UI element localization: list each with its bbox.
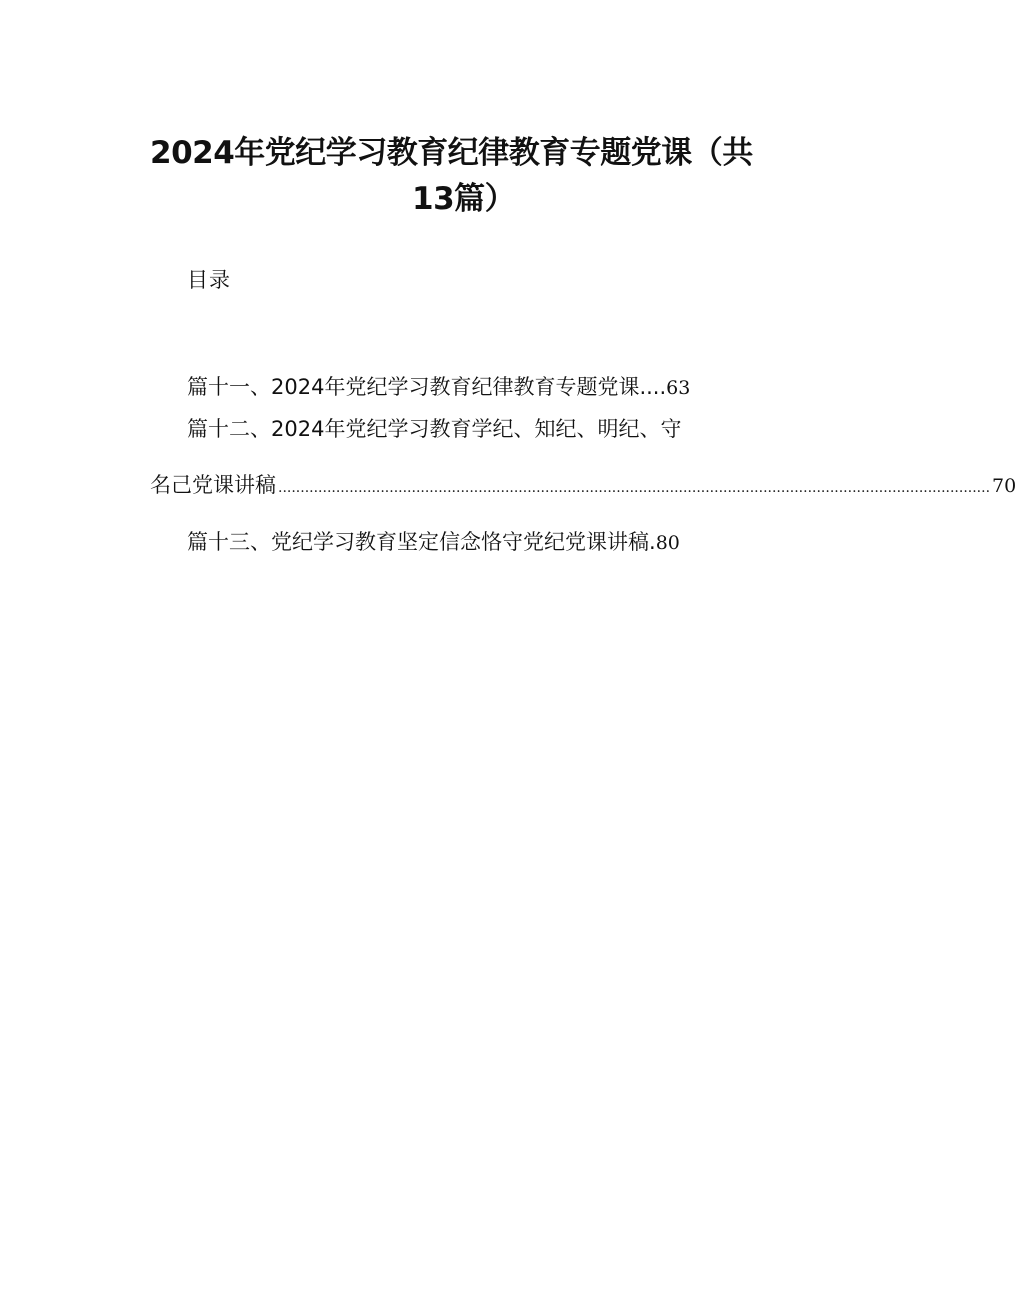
toc-heading: 目录 — [187, 268, 231, 292]
toc-entry-12-text-line2: 名己党课讲稿 — [150, 473, 276, 497]
toc-entry-13-page: 80 — [655, 532, 680, 554]
toc-entry-13[interactable] — [187, 526, 680, 559]
toc-entry-12-line2[interactable] — [150, 469, 1016, 504]
toc-entry-12-page: 70 — [992, 475, 1016, 497]
toc-entry-11-page: 63 — [666, 377, 691, 399]
toc-entry-13-text: 篇十三、党纪学习教育坚定信念恪守党纪党课讲稿. — [187, 530, 656, 554]
toc-entry-12-text-line1: 篇十二、2024年党纪学习教育学纪、知纪、明纪、守 — [187, 417, 682, 441]
title-line-1: 2024年党纪学习教育纪律教育专题党课（共 — [150, 135, 753, 171]
toc-entry-11-text: 篇十一、2024年党纪学习教育纪律教育专题党课.... — [187, 375, 667, 399]
toc-entry-11[interactable] — [187, 371, 690, 404]
toc-entry-12-line1[interactable] — [187, 413, 681, 445]
title-line-2: 13篇） — [412, 181, 516, 217]
toc-entry-12-leader: ................................................................................................................................................................ — [278, 480, 991, 496]
